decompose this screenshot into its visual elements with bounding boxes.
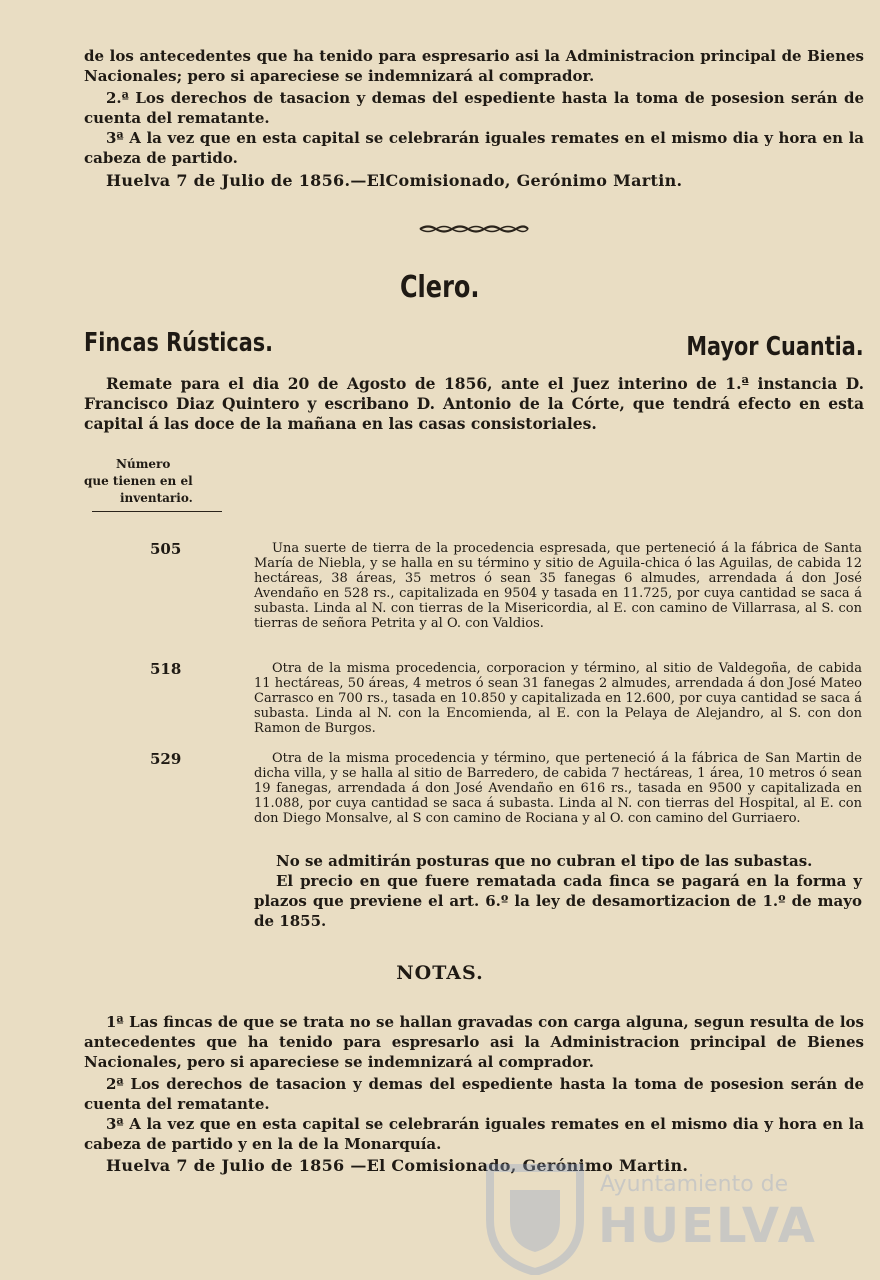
top-note-1-tail: de los antecedentes que ha tenido para espresario asi la Administracion principal de Bienes Nacionales; pero si apareciese se indemnizará al comprador. xyxy=(84,47,864,85)
section-title xyxy=(0,270,880,305)
watermark-line-2: HUELVA xyxy=(598,1198,817,1254)
section-title-text: Clero. xyxy=(400,270,480,305)
notas-title: NOTAS. xyxy=(396,962,484,984)
column-header-line: inventario. xyxy=(120,491,193,505)
closing-block xyxy=(254,851,862,931)
entry-number: 529 xyxy=(150,750,182,768)
closing-line: El precio en que fuere rematada cada finca se pagará en la forma y plazos que previene el art. 6.º la ley de desamortizacion de 1.º de mayo de 1855. xyxy=(254,872,862,930)
entry-text: Otra de la misma procedencia y término, que perteneció á la fábrica de San Martin de dicha villa, y se halla al sitio de Barredero, de cabida 7 hectáreas, 1 área, 10 metros ó sean 19 fanegas, arrendada á don José Avendaño en 616 rs., tasada en 9500 y capitalizada en 11.088, por cuya cantidad se saca á subasta. Linda al N. con tierras del Hospital, al E. con don Diego Monsalve, al S con camino de Rociana y al O. con camino del Gurriaero. xyxy=(254,751,862,826)
city-seal-icon xyxy=(480,1160,590,1275)
entry-number: 518 xyxy=(150,660,182,678)
column-header-line: que tienen en el xyxy=(84,474,193,488)
auction-intro: Remate para el dia 20 de Agosto de 1856, ante el Juez interino de 1.ª instancia D. Francisco Diaz Quintero y escribano D. Antonio de la Córte, que tendrá efecto en esta capital á las doce de la mañana en las casas consistoriales. xyxy=(84,374,864,433)
top-note-3: 3ª A la vez que en esta capital se celebrarán iguales remates en el mismo dia y hora en la cabeza de partido. xyxy=(84,129,864,167)
closing-line: No se admitirán posturas que no cubran el tipo de las subastas. xyxy=(276,852,813,870)
top-signature: Huelva 7 de Julio de 1856.—ElComisionado, Gerónimo Martin. xyxy=(106,171,683,190)
bottom-signature: Huelva 7 de Julio de 1856 —El Comisionado, Gerónimo Martin. xyxy=(106,1156,689,1175)
inventory-column-header xyxy=(84,456,234,507)
entry-text: Otra de la misma procedencia, corporacion y término, al sitio de Valdegoña, de cabida 11 hectáreas, 50 áreas, 4 metros ó sean 31 fanegas 2 almudes, arrendada á don José Mateo Carrasco en 700 rs., tasada en 10.850 y capitalizada en 12.600, por cuya cantidad se saca á subasta. Linda al N. con la Encomienda, al E. con la Pelaya de Alejandro, al S. con don Ramon de Burgos. xyxy=(254,661,862,736)
column-header-line: Número xyxy=(116,457,171,471)
nota-item: 2ª Los derechos de tasacion y demas del espediente hasta la toma de posesion serán de cuenta del rematante. xyxy=(84,1075,864,1113)
column-header-rule xyxy=(92,511,222,512)
ornament-divider xyxy=(418,224,530,234)
heading-right: Mayor Cuantia. xyxy=(686,332,864,362)
entry-number: 505 xyxy=(150,540,182,558)
nota-item: 1ª Las fincas de que se trata no se hallan gravadas con carga alguna, segun resulta de los antecedentes que ha tenido para espresarlo asi la Administracion principal de Bienes Nacionales, pero si apareciese se indemnizará al comprador. xyxy=(84,1013,864,1071)
top-note-2: 2.ª Los derechos de tasacion y demas del espediente hasta la toma de posesion serán de cuenta del rematante. xyxy=(84,89,864,127)
archive-watermark xyxy=(470,1150,830,1280)
heading-left: Fincas Rústicas. xyxy=(84,328,274,358)
entry-text: Una suerte de tierra de la procedencia espresada, que perteneció á la fábrica de Santa María de Niebla, y se halla en su término y sitio de Aguila-chica ó las Aguilas, de cabida 12 hectáreas, 38 áreas, 35 metros ó sean 35 fanegas 6 almudes, arrendada á don José Avendaño en 528 rs., capitalizada en 9504 y tasada en 11.725, por cuya cantidad se saca á subasta. Linda al N. con tierras de la Misericordia, al E. con camino de Villarrasa, al S. con tierras de señora Petrita y al O. con Valdios. xyxy=(254,541,862,631)
watermark-line-1: Ayuntamiento de xyxy=(600,1172,789,1197)
nota-item: 3ª A la vez que en esta capital se celebrarán iguales remates en el mismo dia y hora en la cabeza de partido y en la de la Monarquía. xyxy=(84,1115,864,1153)
